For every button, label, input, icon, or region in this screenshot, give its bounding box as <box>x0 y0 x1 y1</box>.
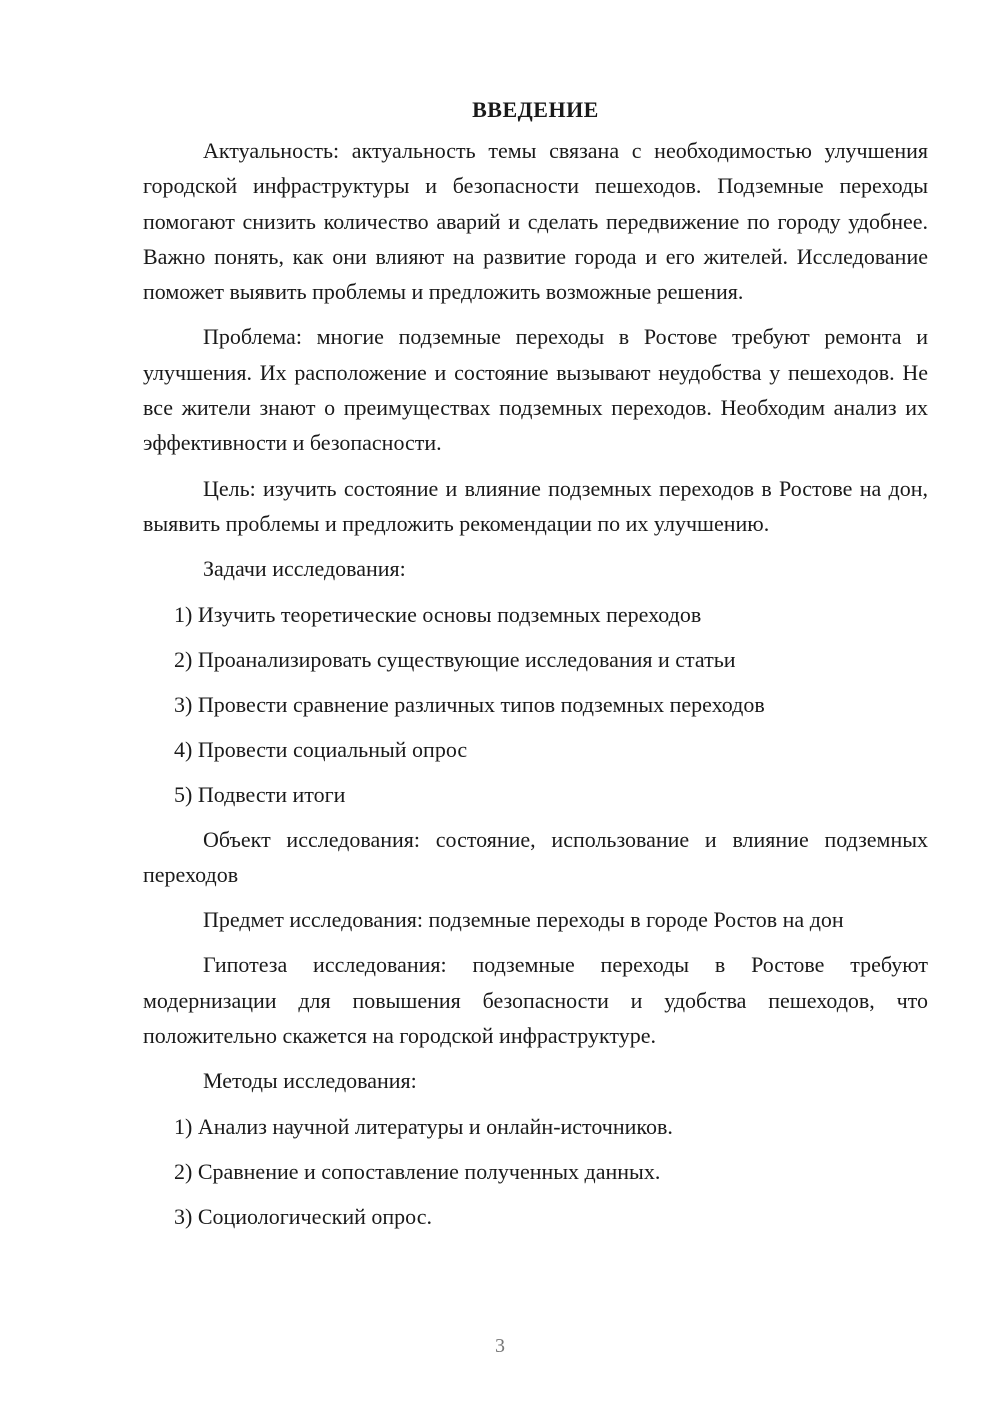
task-item: 4) Провести социальный опрос <box>174 736 468 762</box>
task-item: 3) Провести сравнение различных типов подземных переходов <box>174 691 765 717</box>
section-title: ВВЕДЕНИЕ <box>472 97 599 122</box>
paragraph-subject: Предмет исследования: подземные переходы в городе Ростов на дон <box>203 907 844 933</box>
paragraph-goal: Цель: изучить состояние и влияние подземных переходов в Ростове на дон, выявить проблемы и предложить рекомендации по их улучшению. <box>143 475 928 536</box>
paragraph-problem: Проблема: многие подземные переходы в Ростове требуют ремонта и улучшения. Их расположение и состояние вызывают неудобства у пешеходов. Не все жители знают о преимуществах подземных переходов. Необходим анализ их эффективности и безопасности. <box>143 324 928 456</box>
task-item: 5) Подвести итоги <box>174 781 346 807</box>
page-number: 3 <box>495 1335 505 1357</box>
paragraph-relevance: Актуальность: актуальность темы связана с необходимостью улучшения городской инфраструктуры и безопасности пешеходов. Подземные переходы помогают снизить количество аварий и сделать передвижение по городу удобнее. Важно понять, как они влияют на развитие города и его жителей. Исследование поможет выявить проблемы и предложить возможные решения. <box>143 138 928 305</box>
paragraph-tasks-heading: Задачи исследования: <box>203 556 406 582</box>
task-item: 2) Проанализировать существующие исследования и статьи <box>174 646 736 672</box>
paragraph-methods-heading: Методы исследования: <box>203 1068 417 1094</box>
paragraph-hypothesis: Гипотеза исследования: подземные переходы в Ростове требуют модернизации для повышения безопасности и удобства пешеходов, что положительно скажется на городской инфраструктуре. <box>143 952 928 1049</box>
page-content <box>143 92 928 1244</box>
method-item: 2) Сравнение и сопоставление полученных данных. <box>174 1158 661 1184</box>
method-item: 3) Социологический опрос. <box>174 1203 432 1229</box>
task-item: 1) Изучить теоретические основы подземных переходов <box>174 601 702 627</box>
method-item: 1) Анализ научной литературы и онлайн-источников. <box>174 1113 673 1139</box>
paragraph-object: Объект исследования: состояние, использование и влияние подземных переходов <box>143 826 928 887</box>
